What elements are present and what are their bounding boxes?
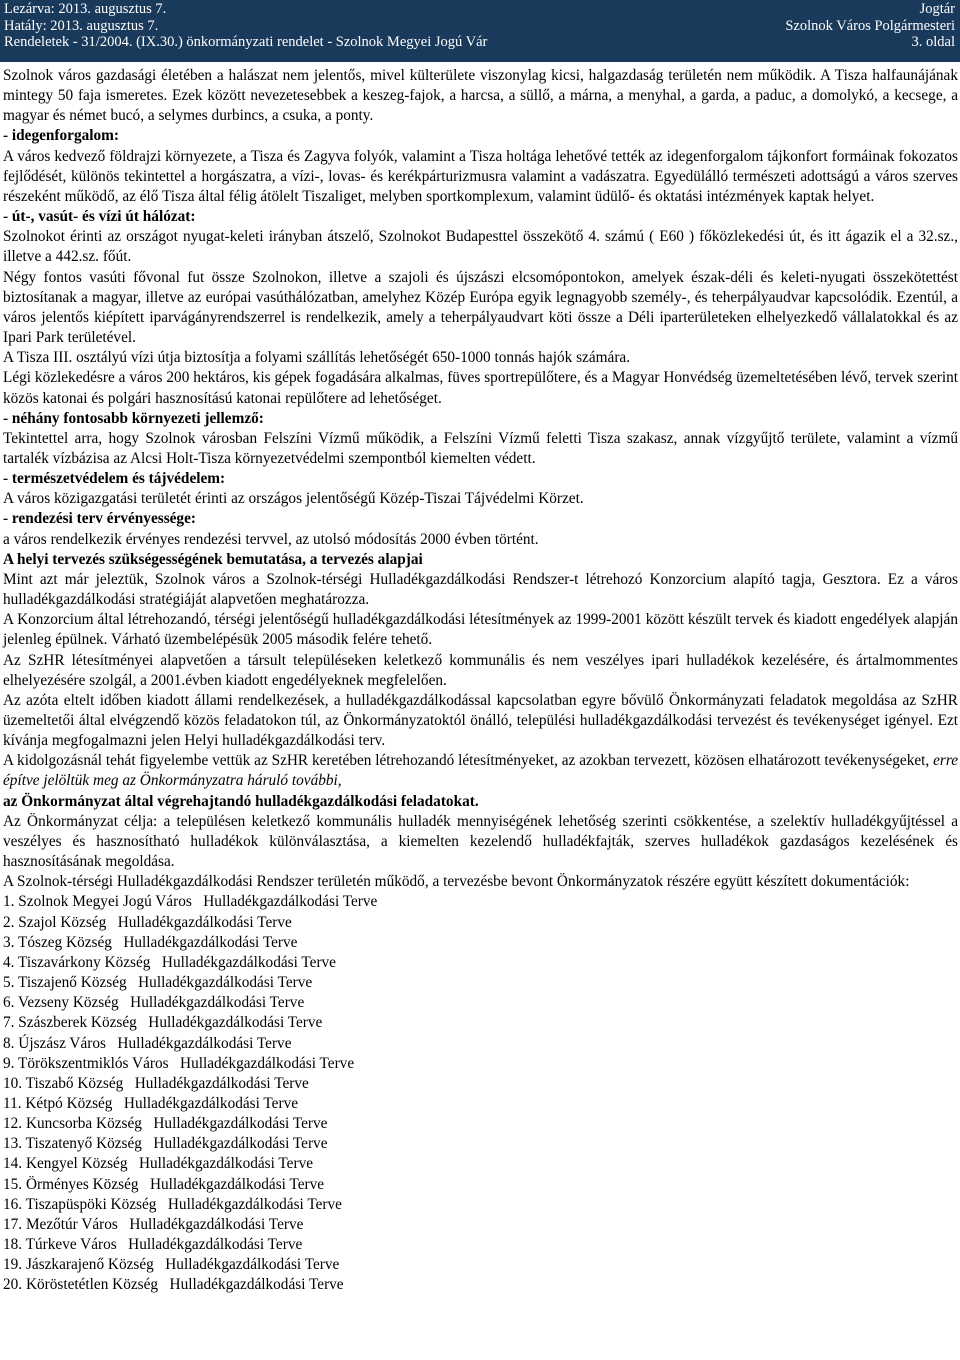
office-name: Szolnok Város Polgármesteri [785, 17, 955, 34]
tourism-heading: - idegenforgalom: [3, 127, 119, 145]
tasks-bold-line: az Önkormányzat által végrehajtandó hulladékgazdálkodási feladatokat. [3, 792, 479, 810]
list-item: 19. Jászkarajenő Község Hulladékgazdálkodási Terve [3, 1256, 340, 1274]
plan-heading: - rendezési terv érvényessége: [3, 510, 196, 528]
waterway-paragraph: A Tisza III. osztályú vízi útja biztosítja a folyami szállítás lehetőségét 650-1000 tonnás hajók számára. [3, 349, 631, 367]
regulation-title: Rendeletek - 31/2004. (IX.30.) önkormányzati rendelet - Szolnok Megyei Jogú Vár [4, 34, 488, 50]
list-item: 6. Vezseny Község Hulladékgazdálkodási Terve [3, 994, 305, 1012]
goal-paragraph: Az Önkormányzat célja: a településen keletkező kommunális hulladék mennyiségének lehetőség szerinti csökkentése, a szelektív hulladékgyűjtéssel a veszélyes és hasznosítható hulladékok különválasztása, a kiemelten kezelendő hulladékfajták, szerves hulladékok gazdaságos kezelésének és hasznosításának megoldása. [3, 812, 958, 871]
rail-paragraph: Négy fontos vasúti fővonal fut össze Szolnokon, illetve a szajoli és újszászi elcsomópontokon, amelyek észak-déli és keleti-nyugati összekötettést biztosítanak a magyar, illetve az európai vasúthálózatban, amelyhez Közép Európa egyik legnagyobb személy-, és teherpályaudvar kapcsolódik. Ezentúl, a város jelentős kiépített iparvágányrendszerrel is rendelkezik, amely a teherpályaudvart köti össze a Déli iparterületeken elhelyezkedő vállalatokkal és az Ipari Park területével. [3, 268, 958, 347]
szhr-paragraph: Az SzHR létesítményei alapvetően a társult településeken keletkező kommunális és nem veszélyes ipari hulladékok kezelésére, és ártalmommentes elhelyezésére szolgál, a 2001.évben kiadott engedélyeknek megfelelően. [3, 651, 958, 689]
list-item: 15. Örményes Község Hulladékgazdálkodási Terve [3, 1175, 325, 1193]
road-paragraph: Szolnokot érinti az országot nyugat-keleti irányban átszelő, Szolnokot Budapesttel összekötő 4. számú ( E60 ) főközlekedési út, és itt ágazik el a 32.sz., illetve a 442.sz. főút. [3, 228, 958, 266]
air-paragraph: Légi közlekedésre a város 200 hektáros, kis gépek fogadására alkalmas, füves sportrepülőtere, és a Magyar Honvédség üzemeltetésében lévő, tervek szerint közös katonai és polgári hasznosítású katonai repülőtere ad lehetőséget. [3, 369, 958, 407]
consortium-paragraph: Mint azt már jeleztük, Szolnok város a Szolnok-térségi Hulladékgazdálkodási Rendszer-t létrehozó Konzorcium alapító tagja, Gesztora. Ez a város hulladékgazdálkodási stratégiáját alapvetően meghatározza. [3, 570, 958, 609]
effective-date: Hatály: 2013. augusztus 7. [4, 17, 159, 34]
regulations-paragraph: Az azóta eltelt időben kiadott állami rendelkezések, a hulladékgazdálkodással kapcsolatban egyre bővülő Önkormányzati feladatok megoldása az SzHR üzemeltetői által elvégzendő közös feladatokon túl, az Önkormányzatoktól önálló, települési hulladékgazdálkodási tervezést és tevékenységet igényel. Ezt kívánja megfogalmazni jelen Helyi hulladékgazdálkodási terv. [3, 691, 958, 750]
local-planning-heading: A helyi tervezés szükségességének bemutatása, a tervezés alapjai [3, 550, 423, 568]
list-item: 2. Szajol Község Hulladékgazdálkodási Terve [3, 913, 292, 931]
header-right [785, 1, 955, 51]
list-item: 18. Túrkeve Város Hulladékgazdálkodási Terve [3, 1236, 303, 1254]
list-item: 9. Törökszentmiklós Város Hulladékgazdálkodási Terve [3, 1054, 355, 1072]
list-item: 20. Köröstetétlen Község Hulladékgazdálkodási Terve [3, 1276, 344, 1294]
list-item: 1. Szolnok Megyei Jogú Város Hulladékgazdálkodási Terve [3, 893, 378, 911]
list-item: 5. Tiszajenő Község Hulladékgazdálkodási Terve [3, 974, 313, 992]
nature-heading: - természetvédelem és tájvédelem: [3, 470, 226, 488]
list-item: 4. Tiszavárkony Község Hulladékgazdálkodási Terve [3, 953, 336, 971]
document-body [3, 66, 958, 1296]
fishing-paragraph: Szolnok város gazdasági életében a halászat nem jelentős, mivel külterülete viszonylag kicsi, halgazdaság területén nem működik. A Tisza halfaunájának mintegy 50 faja ismeretes. Ezek között nevezetesebbek a keszeg-fajok, a harcsa, a süllő, a márna, a menyhal, a garda, a paduc, a domolykó, a kecsege, a magyar és német bucó, a selymes durbincs, a csuka, a ponty. [3, 67, 958, 125]
page-number: 3. oldal [911, 34, 955, 50]
tourism-paragraph: A város kedvező földrajzi környezete, a Tisza és Zagyva folyók, valamint a Tisza holtága lehetővé tették az idegenforgalom tájkonfort formáinak fokozatos fejlődését, különös tekintettel a horgászatra, a vízi-, lovas- és kerékpárturizmusra valamint a vadászatra. Egyedülálló természeti adottságú a város szerves részeként működő, az élő Tisza által félig átölelt Tiszaliget, melyben sportkomplexum, valamint üdülő- és oktatási intézmények kaptak helyet. [3, 147, 958, 205]
list-item: 10. Tiszabő Község Hulladékgazdálkodási Terve [3, 1074, 309, 1092]
transport-heading: - út-, vasút- és vízi út hálózat: [3, 208, 196, 226]
facilities-paragraph: A Konzorcium által létrehozandó, térségi jelentőségű hulladékgazdálkodási létesítmények az 1999-2001 között készült tervek és kiadott engedélyek alapján jelenleg épülnek. Várható üzembelépésük 2005 második felére tehető. [3, 611, 958, 649]
nature-paragraph: A város közigazgatási területét érinti az országos jelentőségű Közép-Tiszai Tájvédelmi Körzet. [3, 490, 584, 508]
documentation-paragraph: A Szolnok-térségi Hulladékgazdálkodási Rendszer területén működő, a tervezésbe bevont Önkormányzatok részére együtt készített dokumentációk: [3, 873, 910, 891]
list-item: 12. Kuncsorba Község Hulladékgazdálkodási Terve [3, 1115, 328, 1133]
list-item: 14. Kengyel Község Hulladékgazdálkodási Terve [3, 1155, 314, 1173]
header-left [4, 1, 487, 51]
tasks-text: A kidolgozásnál tehát figyelembe vettük az SzHR keretében létrehozandó létesítményeket, az azokban tervezett, közösen elhatározott tevékenységeket, [3, 752, 934, 770]
environment-heading: - néhány fontosabb környezeti jellemző: [3, 409, 264, 427]
plan-list [3, 892, 958, 1295]
environment-paragraph: Tekintettel arra, hogy Szolnok városban Felszíni Vízmű működik, a Felszíni Vízmű feletti Tisza szakasz, annak vízgyűjtő területe, valamint a vízmű tartalék vízbázisa az Alcsi Holt-Tisza környezetvédelmi szempontból kiemelten védett. [3, 429, 958, 467]
list-item: 3. Tószeg Község Hulladékgazdálkodási Terve [3, 933, 298, 951]
closed-date: Lezárva: 2013. augusztus 7. [4, 1, 167, 17]
list-item: 7. Szászberek Község Hulladékgazdálkodási Terve [3, 1014, 323, 1032]
list-item: 8. Újszász Város Hulladékgazdálkodási Terve [3, 1034, 292, 1052]
list-item: 11. Kétpó Község Hulladékgazdálkodási Terve [3, 1094, 299, 1112]
list-item: 13. Tiszatenyő Község Hulladékgazdálkodási Terve [3, 1135, 328, 1153]
brand-name: Jogtár [919, 1, 955, 17]
list-item: 17. Mezőtúr Város Hulladékgazdálkodási Terve [3, 1215, 304, 1233]
list-item: 16. Tiszapüspöki Község Hulladékgazdálkodási Terve [3, 1195, 342, 1213]
tasks-italic-text: erre építve jelöltük meg az Önkormányzatra háruló további, [3, 752, 958, 790]
plan-paragraph: a város rendelkezik érvényes rendezési tervvel, az utolsó módosítás 2000 évben történt. [3, 530, 539, 548]
tasks-paragraph [3, 751, 958, 791]
page-header [0, 0, 960, 62]
